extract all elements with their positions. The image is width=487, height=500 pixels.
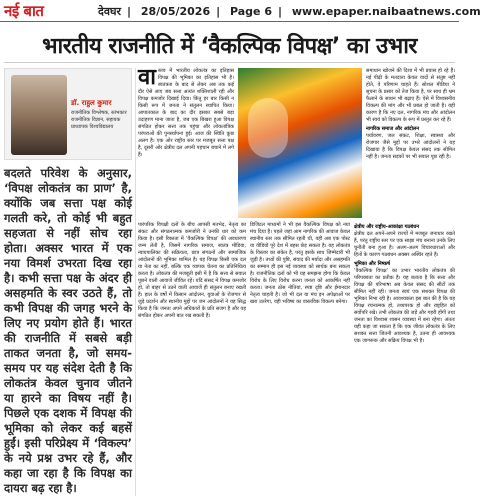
edition-date: 28/05/2026 bbox=[140, 5, 211, 18]
newspaper-logo: नई बात bbox=[4, 2, 44, 20]
column-d-text: डिजिटल माध्यमों ने भी इस वैकल्पिक विपक्ष को नया मंच दिया है। पहले जहां आम नागरिक की आवाज केवल स्थानीय स्तर तक सीमित रहती थी, वहीं अब एक पोस्ट या वीडियो पूरे देश में बहस छेड़ सकता है। यह लोकतंत्र के विस्तार का संकेत है, परंतु इसके साथ जिम्मेदारी भी जुड़ी है। तथ्यों की पुष्टि, संवाद की मर्यादा और असहमति का सम्मान ही इस नई व्यवस्था को सार्थक बना सकता है। राजनीतिक दलों को भी यह समझना होगा कि केवल विरोध के लिए विरोध करना जनता को आकर्षित नहीं करता। जनता ठोस नीतियां, स्पष्ट दृष्टि और ईमानदार नेतृत्व चाहती है। जो भी दल या मंच इन अपेक्षाओं पर खरा उतरेगा, वही भविष्य का वास्तविक विकल्प बनेगा। bbox=[250, 222, 350, 305]
column-a-text: स्तव में भारतीय लोकतंत्र का इतिहास विपक्ष की भूमिका का इतिहास भी है। स्वतंत्रता के बाद से लेकर अब तक कई दौर ऐसे आए जब सत्ता अत्यंत शक्तिशाली रही और विपक्ष कमजोर दिखाई दिया। किंतु हर बार किसी न किसी रूप में जनता ने संतुलन स्थापित किया। आपातकाल के बाद का दौर इसका सबसे बड़ा उदाहरण माना जाता है, जब एक बिखरा हुआ विपक्ष संगठित होकर सत्ता तक पहुंचा और लोकतांत्रिक परंपराओं की पुनर्स्थापना हुई। आज की स्थिति कुछ अलग है। एक ओर राष्ट्रीय स्तर पर मजबूत सत्ता पक्ष है, दूसरी ओर क्षेत्रीय दल अपनी पहचान बचाने में लगे हैं। bbox=[138, 68, 234, 158]
author-box bbox=[4, 68, 132, 160]
edition-meta: देवघर | 28/05/2026 | Page 6 | www.epaper.naibaatnews.com bbox=[98, 5, 481, 18]
page-number: Page 6 bbox=[229, 5, 272, 18]
epaper-url[interactable]: www.epaper.naibaatnews.com bbox=[291, 5, 481, 18]
column-b-text: समाधान खोजने की दिशा में भी प्रयास हो रहे हैं। नई पीढ़ी के मतदाता केवल वादों से संतुष्ट नहीं होते, वे परिणाम चाहते हैं। सोशल मीडिया ने सूचना के प्रसार को तेज किया है, पर साथ ही भ्रम फैलाने के साधन भी बढ़ाए हैं। ऐसे में विश्वसनीय विकल्प की मांग और भी प्रबल हो जाती है। यही कारण है कि नए दल, नागरिक मंच और आंदोलन भी स्वयं को विकल्प के रूप में प्रस्तुत कर रहे हैं। bbox=[366, 68, 455, 123]
column-c bbox=[138, 222, 246, 496]
drop-cap: वा bbox=[138, 65, 156, 90]
article-photo bbox=[238, 68, 362, 218]
column-e-subhead: क्षेत्रीय और राष्ट्रीय-आकांक्षा गठबंधन bbox=[354, 224, 420, 230]
article-headline: भारतीय राजनीति में ‘वैकल्पिक विपक्ष’ का उभार bbox=[42, 34, 417, 59]
lead-paragraph: बदलते परिवेश के अनुसार, ‘विपक्ष लोकतंत्र का प्राण’ है, क्योंकि जब सत्ता पक्ष कोई गलती करे, तो कोई भी बहुत सहजता से नहीं सोच रहा होता। अक्सर भारत में एक नया विमर्श उभरता दिख रहा है। कभी सत्ता पक्ष के अंदर ही असहमति के स्वर उठते हैं, तो कभी विपक्ष की जगह भरने के लिए नए प्रयोग होते हैं। भारत की राजनीति में सबसे बड़ी ताकत जनता है, जो समय-समय पर यह संदेश देती है कि लोकतंत्र केवल चुनाव जीतने या हारने का विषय नहीं है। पिछले एक दशक में विपक्ष की भूमिका को लेकर कई बहसें हुईं। इसी परिप्रेक्ष्य में ‘विकल्प’ के नये प्रश्न उभर रहे हैं, और कहा जा रहा है कि विपक्ष का दायरा बढ़ रहा है। bbox=[4, 166, 132, 495]
column-divider bbox=[135, 68, 136, 496]
column-e-text2: ‘वैकल्पिक विपक्ष’ का उभार भारतीय लोकतंत्र की परिपक्वता का प्रतीक है। यह बताता है कि सत्ता और विपक्ष की परिभाषा अब केवल संसद की सीटों तक सीमित नहीं रही। जनता स्वयं एक सशक्त विपक्ष की भूमिका निभा रही है। आवश्यकता इस बात की है कि यह विपक्ष रचनात्मक हो, तथ्यपरक हो और राष्ट्रहित को सर्वोपरि रखे। तभी लोकतंत्र की जड़ें और गहरी होंगी तथा जनता का विश्वास शासन व्यवस्था में बना रहेगा। अंततः यही कहा जा सकता है कि एक जीवंत लोकतंत्र के लिए सशक्त सत्ता जितनी आवश्यक है, उतना ही आवश्यक एक जागरूक और सक्रिय विपक्ष भी है। bbox=[354, 268, 455, 344]
edition-city: देवघर bbox=[98, 5, 121, 18]
column-e-text: क्षेत्रीय दल अपने-अपने राज्यों में मजबूत जनाधार रखते हैं, परंतु राष्ट्रीय स्तर पर एक साझा मंच बनाना उनके लिए चुनौती बना हुआ है। अलग-अलग विचारधाराओं और हितों के कारण गठबंधन अक्सर अस्थिर रहते हैं। bbox=[354, 231, 455, 258]
column-b-text2: पर्यावरण, जल संकट, शिक्षा, स्वास्थ्य और रोजगार जैसे मुद्दों पर उभरे आंदोलनों ने यह दिखाया है कि विपक्ष केवल संसद तक सीमित नहीं है। जनता सड़कों पर भी सवाल पूछ रही है। bbox=[366, 133, 455, 160]
column-a bbox=[138, 65, 234, 218]
column-e-subhead2: भूमिका और निष्कर्ष bbox=[354, 261, 391, 267]
masthead bbox=[0, 0, 481, 22]
headline-divider bbox=[4, 62, 455, 63]
column-c-text: पारंपरिक विपक्षी दलों के बीच आपसी मतभेद, नेतृत्व का संकट और संगठनात्मक कमजोरी ने उनकी धार को कम किया है। इसी रिक्तता में ‘वैकल्पिक विपक्ष’ की अवधारणा जन्म लेती है, जिसमें नागरिक समाज, स्वतंत्र मीडिया, न्यायपालिका की सक्रियता, छात्र संगठनों और सामाजिक आंदोलनों की भूमिका शामिल है। यह विपक्ष किसी एक दल या नेता का नहीं, बल्कि एक व्यापक चेतना का प्रतिनिधित्व करता है। लोकतंत्र की मजबूती इसी में है कि सत्ता से सवाल पूछने वाली आवाजें जीवित रहें। यदि संसद में विपक्ष कमजोर हो, तो बाहर से उठने वाली आवाजें ही संतुलन बनाए रखती हैं। हाल के वर्षों में किसान आंदोलन, युवाओं के रोजगार से जुड़े प्रदर्शन और स्थानीय मुद्दों पर जन आंदोलनों ने यह सिद्ध किया है कि जनता अपने अधिकारों के प्रति सजग है और वह संगठित होकर अपनी बात रख सकती है। bbox=[138, 222, 246, 319]
column-b bbox=[366, 68, 455, 218]
column-d bbox=[250, 222, 350, 496]
author-description: राजनीतिक विश्लेषक, स्तंभकार राजनीतिक विज्ञान, सहायक प्राध्यापक विश्वविद्यालय bbox=[71, 110, 127, 130]
author-photo bbox=[11, 75, 67, 155]
author-name: डॉ. राहुल कुमार bbox=[71, 99, 112, 107]
column-e bbox=[354, 222, 455, 496]
column-b-subhead: नागरिक समाज और आंदोलन bbox=[366, 126, 420, 132]
